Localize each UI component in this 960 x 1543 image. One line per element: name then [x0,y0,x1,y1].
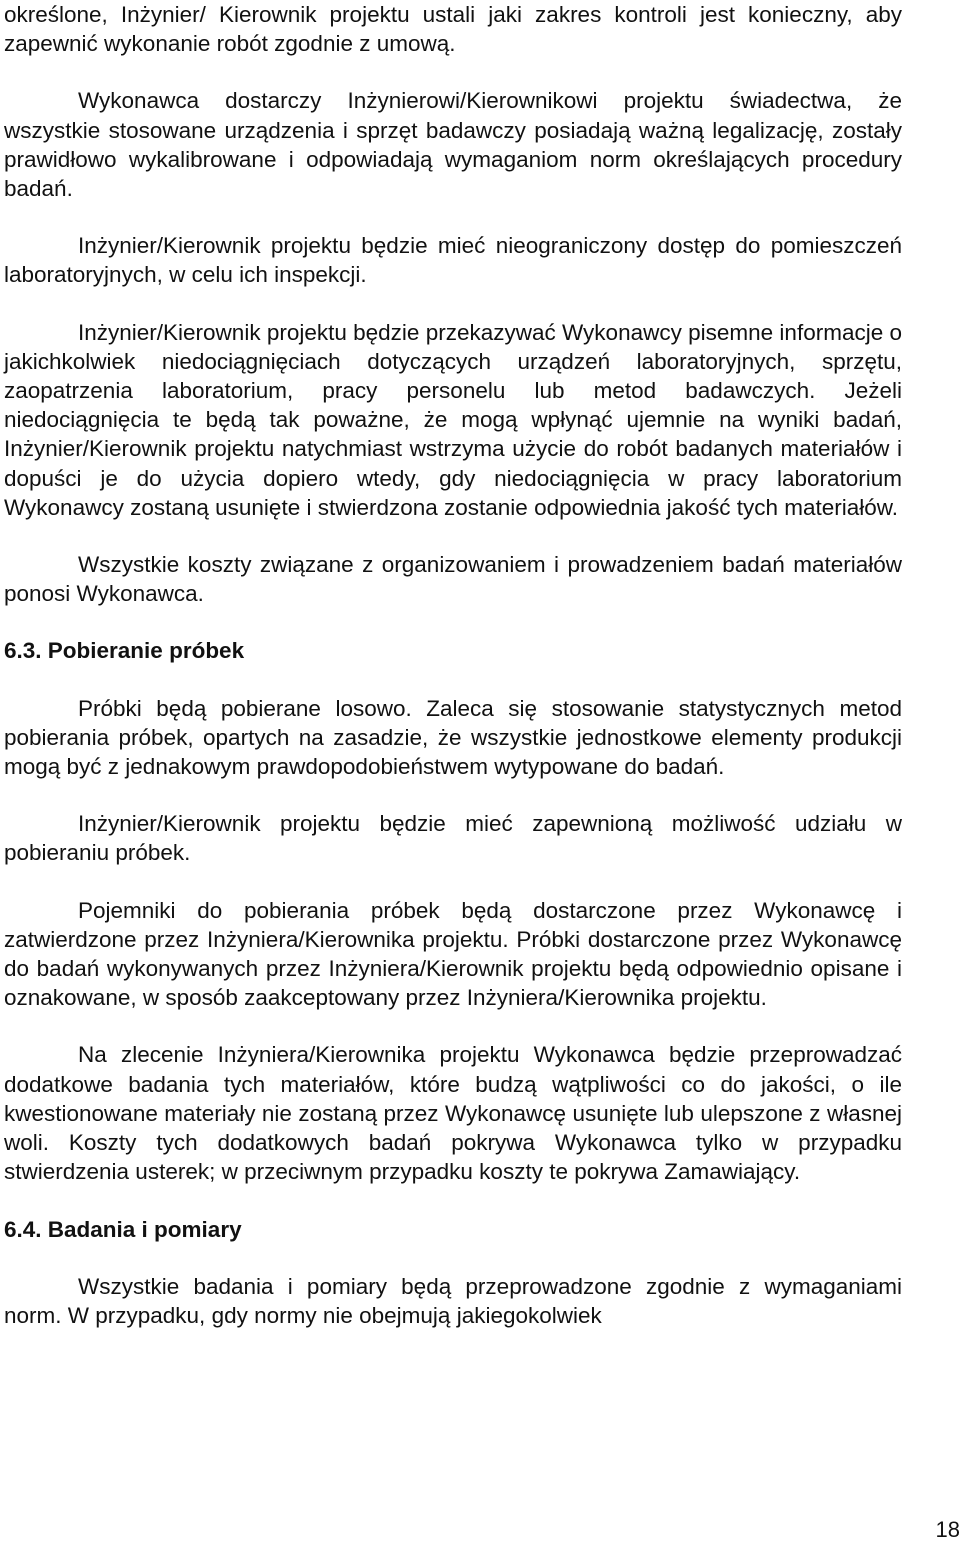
paragraph: Na zlecenie Inżyniera/Kierownika projektu Wykonawca będzie przeprowadzać dodatkowe badania tych materiałów, które budzą wątpliwości co do jakości, o ile kwestionowane materiały nie zostaną przez Wykonawcę usunięte lub ulepszone z własnej woli. Koszty tych dodatkowych badań pokrywa Wykonawca tylko w przypadku stwierdzenia usterek; w przeciwnym przypadku koszty te pokrywa Zamawiający. [4,1042,902,1185]
paragraph: określone, Inżynier/ Kierownik projektu ustali jaki zakres kontroli jest konieczny, aby zapewnić wykonanie robót zgodnie z umową. [4,2,902,57]
paragraph: Wykonawca dostarczy Inżynierowi/Kierownikowi projektu świadectwa, że wszystkie stosowane urządzenia i sprzęt badawczy posiadają ważną legalizację, zostały prawidłowo wykalibrowane i odpowiadają wymaganiom norm określających procedury badań. [4,88,902,202]
paragraph: Wszystkie badania i pomiary będą przeprowadzone zgodnie z wymaganiami norm. W przypadku, gdy normy nie obejmują jakiegokolwiek [4,1273,902,1328]
paragraph: Wszystkie koszty związane z organizowaniem i prowadzeniem badań materiałów ponosi Wykonawca. [4,552,902,607]
paragraph: Inżynier/Kierownik projektu będzie mieć nieograniczony dostęp do pomieszczeń laboratoryjnych, w celu ich inspekcji. [4,233,902,288]
paragraph: Inżynier/Kierownik projektu będzie przekazywać Wykonawcy pisemne informacje o jakichkolwiek niedociągnięciach dotyczących urządzeń laboratoryjnych, sprzętu, zaopatrzenia laboratorium, pracy personelu lub metod badawczych. Jeżeli niedociągnięcia te będą tak poważne, że mogą wpłynąć ujemnie na wyniki badań, Inżynier/Kierownik projektu natychmiast wstrzyma użycie do robót badanych materiałów i dopuści je do użycia dopiero wtedy, gdy niedociągnięcia w pracy laboratorium Wykonawcy zostaną usunięte i stwierdzona zostanie odpowiednia jakość tych materiałów. [4,319,902,520]
document-page [4,0,902,1330]
paragraph: Próbki będą pobierane losowo. Zaleca się stosowanie statystycznych metod pobierania próbek, opartych na zasadzie, że wszystkie jednostkowe elementy produkcji mogą być z jednakowym prawdopodobieństwem wytypowane do badań. [4,695,902,780]
paragraph: Inżynier/Kierownik projektu będzie mieć zapewnioną możliwość udziału w pobieraniu próbek. [4,811,902,866]
section-heading: 6.4. Badania i pomiary [4,1216,242,1242]
section-heading: 6.3. Pobieranie próbek [4,638,245,664]
page-number: 18 [935,1517,960,1542]
paragraph: Pojemniki do pobierania próbek będą dostarczone przez Wykonawcę i zatwierdzone przez Inżyniera/Kierownika projektu. Próbki dostarczone przez Wykonawcę do badań wykonywanych przez Inżyniera/Kierownik projektu będą odpowiednio opisane i oznakowane, w sposób zaakceptowany przez Inżyniera/Kierownika projektu. [4,897,902,1011]
